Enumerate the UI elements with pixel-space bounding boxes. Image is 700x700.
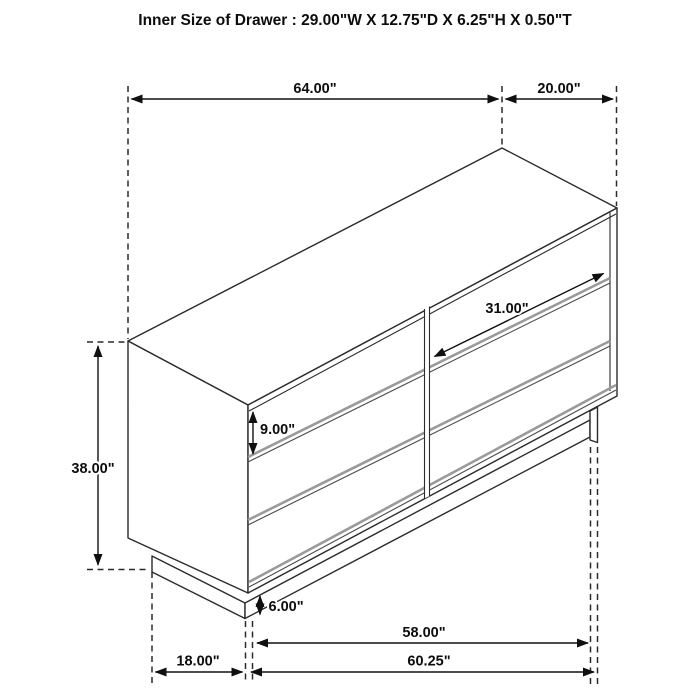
dim-base-height-label: 6.00" [268,599,304,615]
dim-overall-height-label: 38.00" [71,461,115,477]
divider-gap [425,307,430,499]
drawer-center-divider [425,307,430,499]
dim-overall-depth [506,81,614,99]
page-title: Inner Size of Drawer : 29.00"W X 12.75"D X 6.25"H X 0.50"T [138,12,572,29]
dim-side-span-label: 18.00" [176,653,220,670]
dim-overall-width [132,81,499,99]
dim-base-span-outer [251,654,594,673]
dim-overall-depth-label: 20.00" [537,81,581,97]
dim-base-span-outer-label: 60.25" [407,653,451,670]
dim-overall-width-label: 64.00" [293,81,337,97]
dim-side-span [156,654,243,673]
dim-drawer-height-label: 9.00" [260,422,296,438]
dim-drawer-width-label: 31.00" [485,301,529,317]
dim-base-span-inner-label: 58.00" [402,625,446,641]
dresser-drawing [128,148,617,619]
dim-base-span-inner [257,625,588,643]
right-leg [590,407,598,443]
